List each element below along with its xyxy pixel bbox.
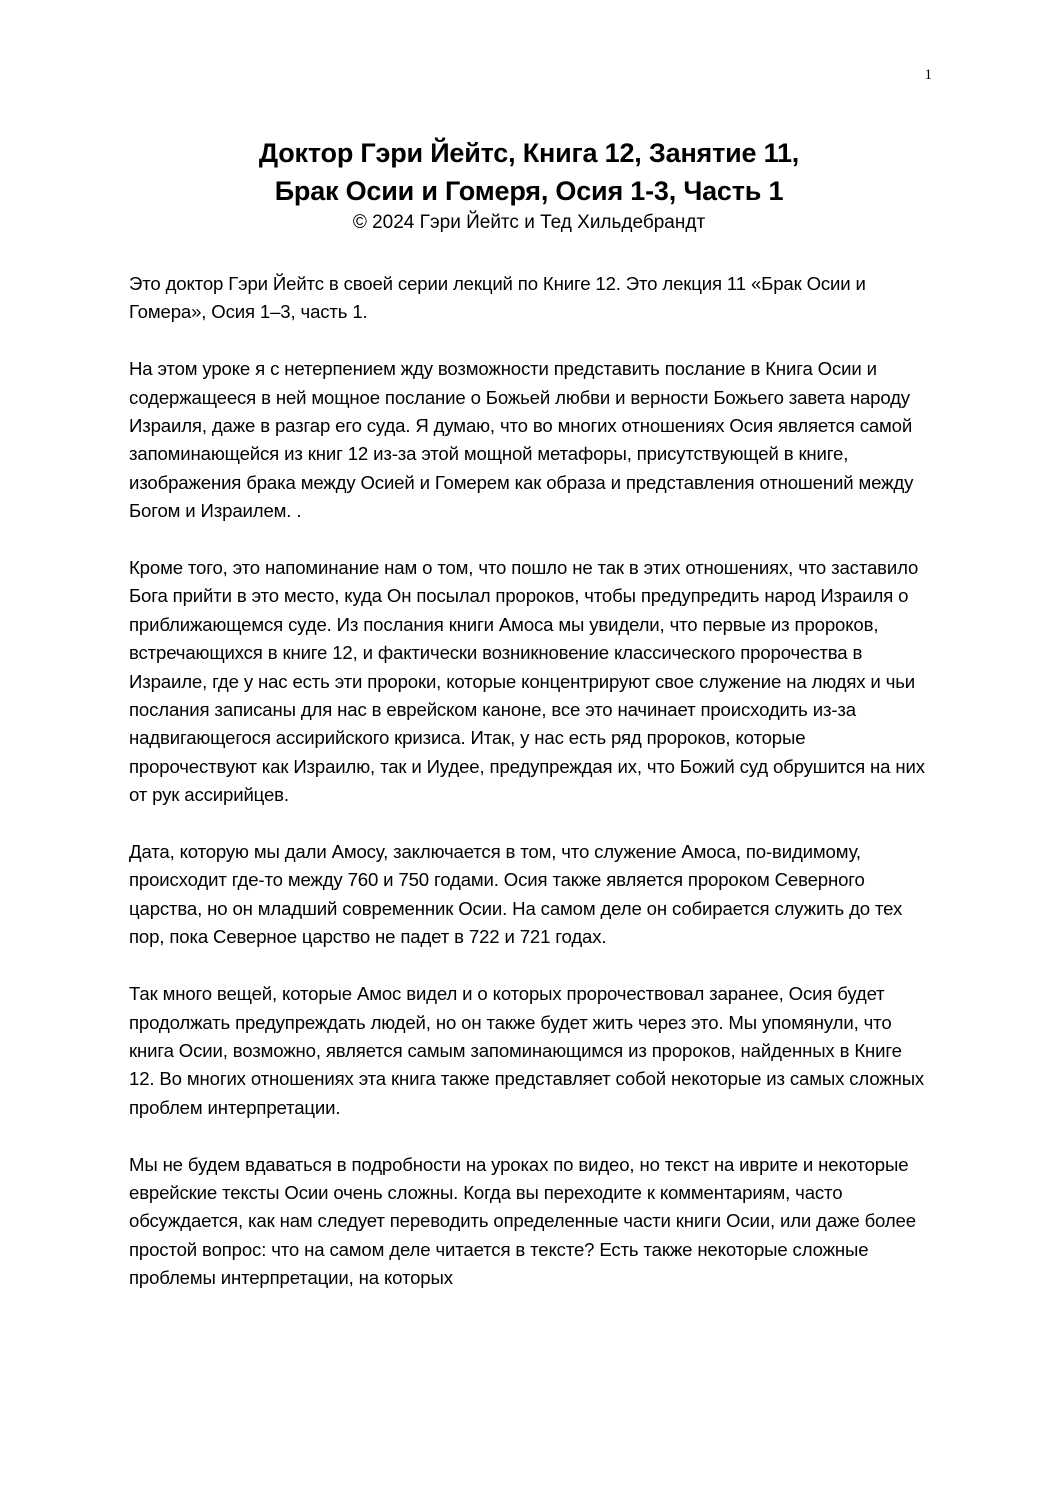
- copyright-line: © 2024 Гэри Йейтс и Тед Хильдебрандт: [352, 212, 706, 233]
- title-line-1: Доктор Гэри Йейтс, Книга 12, Занятие 11,: [258, 138, 800, 168]
- paragraph-6: Мы не будем вдаваться в подробности на уроках по видео, но текст на иврите и некоторые еврейские тексты Осии очень сложны. Когда вы переходите к комментариям, часто обсуждается, как нам следует переводить определенные части книги Осии, или даже более простой вопрос: что на самом деле читается в тексте? Есть также некоторые сложные проблемы интерпретации, на которых: [129, 1153, 916, 1289]
- paragraph-3: Кроме того, это напоминание нам о том, что пошло не так в этих отношениях, что заставило Бога прийти в это место, куда Он посылал пророков, чтобы предупредить народ Израиля о приближающемся суде. Из послания книги Амоса мы увидели, что первые из пророков, встречающихся в книге 12, и фактически возникновение классического пророчества в Израиле, где у нас есть эти пророки, которые концентрируют свое служение на людях и чьи послания записаны для нас в еврейском каноне, все это начинает происходить из-за надвигающегося ассирийского кризиса. Итак, у нас есть ряд пророков, которые пророчествуют как Израилю, так и Иудее, предупреждая их, что Божий суд обрушится на них от рук ассирийцев.: [129, 557, 925, 806]
- paragraph-2: На этом уроке я с нетерпением жду возможности представить послание в Книга Осии и содержащееся в ней мощное послание о Божьей любви и верности Божьего завета народу Израиля, даже в разгар его суда. Я думаю, что во многих отношениях Осия является самой запоминающейся из книг 12 из-за этой мощной метафоры, присутствующей в книге, изображения брака между Осией и Гомерем как образа и представления отношений между Богом и Израилем. .: [129, 358, 914, 522]
- paragraph-4: Дата, которую мы дали Амосу, заключается в том, что служение Амоса, по-видимому, происходит где-то между 760 и 750 годами. Осия также является пророком Северного царства, но он младший современник Осии. На самом деле он собирается служить до тех пор, пока Северное царство не падет в 722 и 721 годах.: [129, 841, 903, 948]
- paragraph-1: Это доктор Гэри Йейтс в своей серии лекций по Книге 12. Это лекция 11 «Брак Осии и Гомера», Осия 1–3, часть 1.: [129, 273, 866, 323]
- title-line-2: Брак Осии и Гомеря, Осия 1-3, Часть 1: [274, 176, 784, 206]
- page-number: 1: [924, 67, 932, 83]
- title-block: [100, 134, 958, 236]
- body-text: [129, 270, 929, 1321]
- paragraph-5: Так много вещей, которые Амос видел и о которых пророчествовал заранее, Осия будет продолжать предупреждать людей, но он также будет жить через это. Мы упомянули, что книга Осии, возможно, является самым запоминающимся из пророков, найденных в Книге 12. Во многих отношениях эта книга также представляет собой некоторые из самых сложных проблем интерпретации.: [129, 983, 925, 1118]
